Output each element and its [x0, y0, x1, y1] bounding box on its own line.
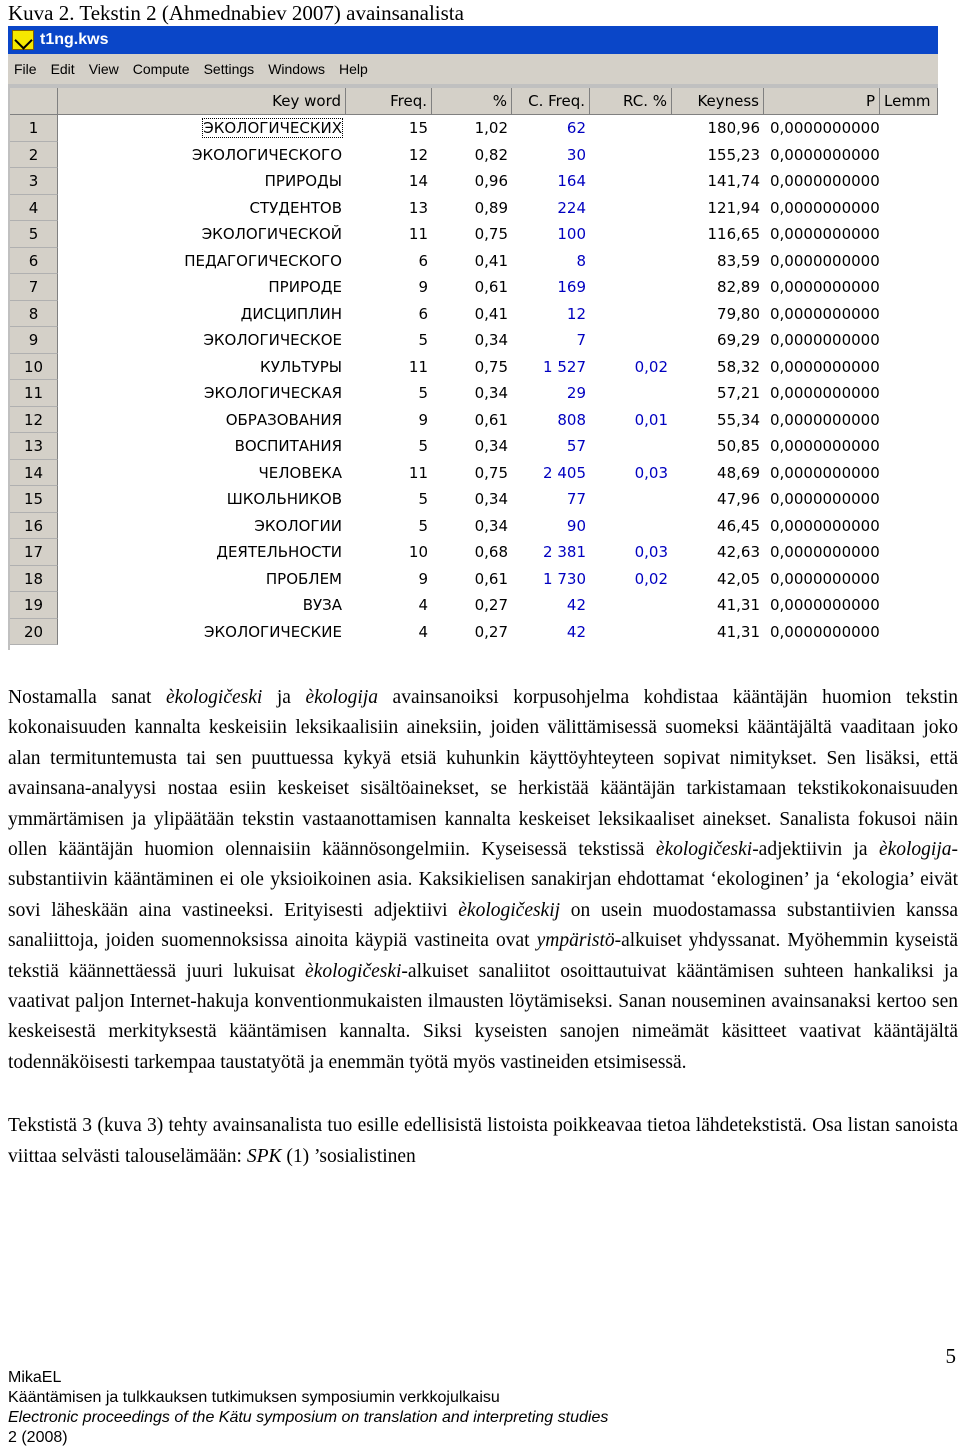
row-number[interactable]: 2 [10, 142, 58, 169]
table-cell: 100 [557, 225, 586, 243]
table-cell [590, 274, 672, 301]
table-cell: 5 [418, 490, 428, 508]
table-cell: 4 [418, 622, 428, 641]
table-cell: 47,96 [717, 490, 760, 508]
table-cell: 58,32 [717, 357, 760, 376]
table-cell: ЧЕЛОВЕКА [258, 463, 342, 482]
table-cell: 0,0000000000 [770, 278, 880, 296]
table-cell: ДЕЯТЕЛЬНОСТИ [216, 543, 342, 561]
table-cell: 12 [566, 304, 586, 323]
table-cell: 0,0000000000 [770, 331, 880, 349]
table-cell: СТУДЕНТОВ [249, 198, 342, 217]
table-row[interactable] [10, 327, 938, 354]
table-cell: 0,41 [474, 251, 508, 270]
row-number[interactable]: 11 [10, 380, 58, 407]
table-cell: 0,41 [474, 304, 508, 323]
table-row[interactable] [10, 486, 938, 513]
table-cell: 0,75 [474, 357, 508, 376]
table-cell: 0,0000000000 [770, 569, 880, 588]
table-cell: ЭКОЛОГИЧЕСКАЯ [204, 384, 342, 402]
table-cell [590, 619, 672, 646]
table-row[interactable] [10, 619, 938, 646]
window-titlebar[interactable] [8, 26, 938, 54]
table-cell: 0,68 [474, 543, 508, 561]
paragraph-1: Nostamalla sanat èkologičeski ja èkologija avainsanoiksi korpusohjelma kohdistaa kääntäjän huomion tekstin kokonaisuuden kannalta keskeisiin leksikaalisiin aineksiin, joiden välittämisessä suomeksi kääntäjältä vaaditaan joko alan termituntemusta tai sen puuttuessa kykyä etsiä kuhunkin käyttöyhteyteen sopivat nimitykset. Sen lisäksi, että avainsana-analyysi nostaa esiin keskeiset sisältöainekset, se herkistää kääntäjän tarkistamaan tekstikokonaisuuden ymmärtämisen ja ylipäätään tekstin vastaanottamisen kannalta keskeiset leksikaaliset ainekset. Sanalista fokusoi näin ollen kääntäjän huomion olennaisiin käännösongelmiin. Kyseisessä tekstissä èkologičeski-adjektiivin ja èkologija-substantiivin kääntäminen ei ole yksioikoinen asia. Kaksikielisen sanakirjan ehdottamat ‘ekologinen’ ja ‘ekologia’ eivät sovi läheskään aina vastineeksi. Erityisesti adjektiivi èkologičeskij on usein muodostamassa substantiivien kanssa sanaliittoja, joiden suomennoksissa ainoita käypiä vastineita ovat ympäristö-alkuiset yhdyssanat. Myöhemmin kyseistä tekstiä käännettäessä juuri lukuisat èkologičeski-alkuiset sanaliitot osoittautuivat kääntämisen suhteen hankaliksi ja vaativat paljon Internet-hakuja konventionmukaisten ilmausten löytämiseksi. Sanan nouseminen avainsanaksi kertoo sen keskeisestä merkityksestä kääntämisen kannalta. Siksi kyseisten sanojen nimeämät käsitteet vaativat kääntäjältä todennäköisesti tarkempaa taustatyötä ja enemmän työtä myös vastineiden etsimisessä. [8, 687, 959, 1073]
table-cell: 0,0000000000 [770, 145, 880, 164]
table-cell: 224 [557, 198, 586, 217]
table-cell: 77 [566, 490, 586, 508]
table-cell: 2 405 [543, 463, 586, 482]
table-row[interactable] [10, 354, 938, 381]
table-row[interactable] [10, 168, 938, 195]
table-cell: 57,21 [717, 384, 760, 402]
table-cell: 0,01 [634, 410, 668, 429]
row-number[interactable]: 15 [10, 486, 58, 513]
table-cell: 0,34 [474, 516, 508, 535]
menu-edit[interactable]: Edit [50, 61, 75, 77]
table-cell: 6 [418, 304, 428, 323]
table-cell [590, 301, 672, 328]
table-cell: 0,03 [634, 463, 668, 482]
table-cell: 0,0000000000 [770, 543, 880, 561]
table-row[interactable] [10, 301, 938, 328]
table-cell: 0,02 [634, 357, 668, 376]
table-cell: 11 [408, 225, 428, 243]
row-number[interactable]: 4 [10, 195, 58, 222]
table-cell: 46,45 [717, 516, 760, 535]
row-number[interactable]: 5 [10, 221, 58, 248]
table-cell: 0,61 [474, 569, 508, 588]
footer-line: 2 (2008) [8, 1429, 68, 1446]
table-cell: 29 [566, 384, 586, 402]
menu-help[interactable]: Help [338, 61, 368, 77]
menu-view[interactable]: View [88, 61, 119, 77]
table-cell: 2 381 [543, 543, 586, 561]
table-cell: 0,34 [474, 331, 508, 349]
table-cell [590, 327, 672, 354]
table-cell: 1 730 [543, 569, 586, 588]
row-number[interactable]: 20 [10, 619, 58, 646]
table-cell: 4 [418, 596, 428, 614]
table-cell: 0,0000000000 [770, 225, 880, 243]
table-cell [590, 380, 672, 407]
table-cell: 57 [566, 437, 586, 455]
table-row[interactable] [10, 248, 938, 275]
table-cell: 0,96 [474, 172, 508, 190]
table-cell [590, 592, 672, 619]
table-body [10, 115, 938, 645]
table-cell: 155,23 [707, 145, 760, 164]
row-number[interactable]: 9 [10, 327, 58, 354]
table-cell: КУЛЬТУРЫ [260, 357, 342, 376]
table-cell [590, 168, 672, 195]
table-cell: 0,0000000000 [770, 410, 880, 429]
row-number[interactable]: 17 [10, 539, 58, 566]
table-cell: 62 [566, 119, 586, 137]
table-cell: ПРОБЛЕМ [265, 569, 342, 588]
table-cell: 1 527 [543, 357, 586, 376]
table-cell [590, 115, 672, 142]
column-header[interactable]: Keyness [672, 88, 764, 114]
table-cell: 0,0000000000 [770, 622, 880, 641]
table-cell: 0,27 [474, 622, 508, 641]
row-number[interactable]: 3 [10, 168, 58, 195]
table-cell: 0,61 [474, 410, 508, 429]
menu-settings[interactable]: Settings [203, 61, 255, 77]
table-cell [590, 433, 672, 460]
table-cell: 0,34 [474, 384, 508, 402]
table-cell: ВОСПИТАНИЯ [234, 437, 342, 455]
table-row[interactable] [10, 274, 938, 301]
table-cell: 0,82 [474, 145, 508, 164]
table-cell: 0,0000000000 [770, 463, 880, 482]
window-title: t1ng.kws [40, 31, 109, 48]
table-cell: 83,59 [717, 251, 760, 270]
table-cell: 180,96 [707, 119, 760, 137]
table-row[interactable] [10, 142, 938, 169]
table-cell: ЭКОЛОГИЧЕСКОЕ [203, 331, 342, 349]
table-row[interactable] [10, 195, 938, 222]
menu-windows[interactable]: Windows [268, 61, 325, 77]
table-cell: 0,34 [474, 437, 508, 455]
table-cell: ЭКОЛОГИЧЕСКОЙ [201, 225, 342, 243]
table-cell [590, 142, 672, 169]
table-cell: 55,34 [717, 410, 760, 429]
table-cell: 5 [418, 437, 428, 455]
wordsmith-keywords-icon [12, 30, 34, 50]
table-cell: 5 [418, 384, 428, 402]
table-cell: 42,05 [717, 569, 760, 588]
column-header[interactable]: % [432, 88, 512, 114]
table-cell: ДИСЦИПЛИН [240, 304, 342, 323]
table-cell: 42,63 [717, 543, 760, 561]
table-cell: 0,34 [474, 490, 508, 508]
row-number[interactable]: 7 [10, 274, 58, 301]
table-cell: 0,75 [474, 225, 508, 243]
table-row[interactable] [10, 407, 938, 434]
column-header[interactable] [10, 88, 58, 114]
table-cell: 41,31 [717, 622, 760, 641]
table-cell: 0,0000000000 [770, 198, 880, 217]
column-header[interactable]: C. Freq. [512, 88, 590, 114]
table-cell: 50,85 [717, 437, 760, 455]
table-cell: 0,75 [474, 463, 508, 482]
table-cell: 1,02 [474, 119, 508, 137]
footer-line: MikaEL [8, 1369, 62, 1386]
table-cell: 13 [408, 198, 428, 217]
table-row[interactable] [10, 433, 938, 460]
figure-caption: Kuva 2. Tekstin 2 (Ahmednabiev 2007) avainsanalista [8, 1, 464, 25]
table-cell: ЭКОЛОГИЧЕСКИЕ [204, 622, 342, 641]
table-cell: 121,94 [707, 198, 760, 217]
row-number[interactable]: 6 [10, 248, 58, 275]
table-cell: 5 [418, 331, 428, 349]
table-cell: 69,29 [717, 331, 760, 349]
table-cell: 11 [408, 357, 428, 376]
table-cell: 0,0000000000 [770, 596, 880, 614]
menu-file[interactable]: File [14, 61, 37, 77]
table-row[interactable] [10, 513, 938, 540]
table-cell: ЭКОЛОГИЧЕСКИХ [203, 119, 342, 137]
footer-line: Electronic proceedings of the Kätu symposium on translation and interpreting studies [8, 1409, 609, 1426]
table-row[interactable] [10, 592, 938, 619]
table-row[interactable] [10, 460, 938, 487]
column-header[interactable]: Key word [58, 88, 346, 114]
table-cell: 0,0000000000 [770, 304, 880, 323]
table-cell: 82,89 [717, 278, 760, 296]
page-number: 5 [945, 1344, 956, 1368]
table-cell: 0,02 [634, 569, 668, 588]
table-cell: 8 [576, 251, 586, 270]
row-number[interactable]: 14 [10, 460, 58, 487]
table-cell: 42 [566, 622, 586, 641]
table-cell: 0,0000000000 [770, 437, 880, 455]
table-cell: 0,0000000000 [770, 172, 880, 190]
row-number[interactable]: 16 [10, 513, 58, 540]
table-row[interactable] [10, 115, 938, 142]
table-cell: ПРИРОДЫ [264, 172, 342, 190]
table-cell: 116,65 [707, 225, 760, 243]
footer [8, 1368, 608, 1448]
table-cell: ПРИРОДЕ [268, 278, 342, 296]
table-cell: 7 [576, 331, 586, 349]
table-cell: ШКОЛЬНИКОВ [226, 490, 342, 508]
row-number[interactable]: 13 [10, 433, 58, 460]
menu-compute[interactable]: Compute [132, 61, 190, 77]
row-number[interactable]: 12 [10, 407, 58, 434]
table-cell [590, 248, 672, 275]
table-row[interactable] [10, 221, 938, 248]
table-cell: 6 [418, 251, 428, 270]
table-cell: 9 [418, 410, 428, 429]
table-cell [590, 513, 672, 540]
table-cell: 30 [566, 145, 586, 164]
table-cell: 0,27 [474, 596, 508, 614]
column-header[interactable]: RC. % [590, 88, 672, 114]
table-cell: 14 [408, 172, 428, 190]
table-cell: 90 [566, 516, 586, 535]
column-header[interactable]: P [764, 88, 880, 114]
column-header[interactable]: Lemm [880, 88, 938, 114]
table-cell: ЭКОЛОГИИ [254, 516, 342, 535]
table-cell: 5 [418, 516, 428, 535]
table-row[interactable] [10, 539, 938, 566]
table-cell: 10 [408, 543, 428, 561]
table-cell: 0,0000000000 [770, 119, 880, 137]
table-header [10, 88, 938, 115]
table-cell: 0,89 [474, 198, 508, 217]
table-cell: 42 [566, 596, 586, 614]
body-text [8, 683, 958, 1172]
table-cell [590, 195, 672, 222]
table-cell: 164 [557, 172, 586, 190]
table-cell: 12 [408, 145, 428, 164]
table-cell: 48,69 [717, 463, 760, 482]
table-cell: 0,0000000000 [770, 357, 880, 376]
column-header[interactable]: Freq. [346, 88, 432, 114]
table-cell: 79,80 [717, 304, 760, 323]
table-cell: 9 [418, 278, 428, 296]
table-cell: 0,0000000000 [770, 490, 880, 508]
table-cell: 41,31 [717, 596, 760, 614]
table-cell: 15 [408, 119, 428, 137]
table-cell: ВУЗА [302, 596, 342, 614]
row-number[interactable]: 10 [10, 354, 58, 381]
table-cell: 0,0000000000 [770, 516, 880, 535]
table-cell: ОБРАЗОВАНИЯ [225, 410, 342, 429]
row-number[interactable]: 19 [10, 592, 58, 619]
table-cell: 0,0000000000 [770, 251, 880, 270]
table-cell [590, 221, 672, 248]
table-row[interactable] [10, 566, 938, 593]
keywords-table [10, 88, 938, 650]
table-cell: 808 [557, 410, 586, 429]
row-number[interactable]: 18 [10, 566, 58, 593]
table-row[interactable] [10, 380, 938, 407]
table-cell: 0,0000000000 [770, 384, 880, 402]
table-cell: ЭКОЛОГИЧЕСКОГО [191, 145, 342, 164]
table-cell: 141,74 [707, 172, 760, 190]
table-cell: 11 [408, 463, 428, 482]
table-cell: 0,03 [634, 543, 668, 561]
menu-bar [8, 54, 938, 84]
footer-line: Kääntämisen ja tulkkauksen tutkimuksen symposiumin verkkojulkaisu [8, 1389, 500, 1406]
table-cell: ПЕДАГОГИЧЕСКОГО [184, 251, 342, 270]
table-cell: 169 [557, 278, 586, 296]
table-cell: 9 [418, 569, 428, 588]
paragraph-2: Tekstistä 3 (kuva 3) tehty avainsanalista tuo esille edellisistä listoista poikkeavaa tietoa lähdetekstistä. Osa listan sanoista viittaa selvästi talouselämään: SPK (1) ’sosialistinen [8, 1115, 958, 1167]
table-cell [590, 486, 672, 513]
row-number[interactable]: 1 [10, 115, 58, 142]
table-cell: 0,61 [474, 278, 508, 296]
keywords-window [8, 26, 938, 650]
row-number[interactable]: 8 [10, 301, 58, 328]
